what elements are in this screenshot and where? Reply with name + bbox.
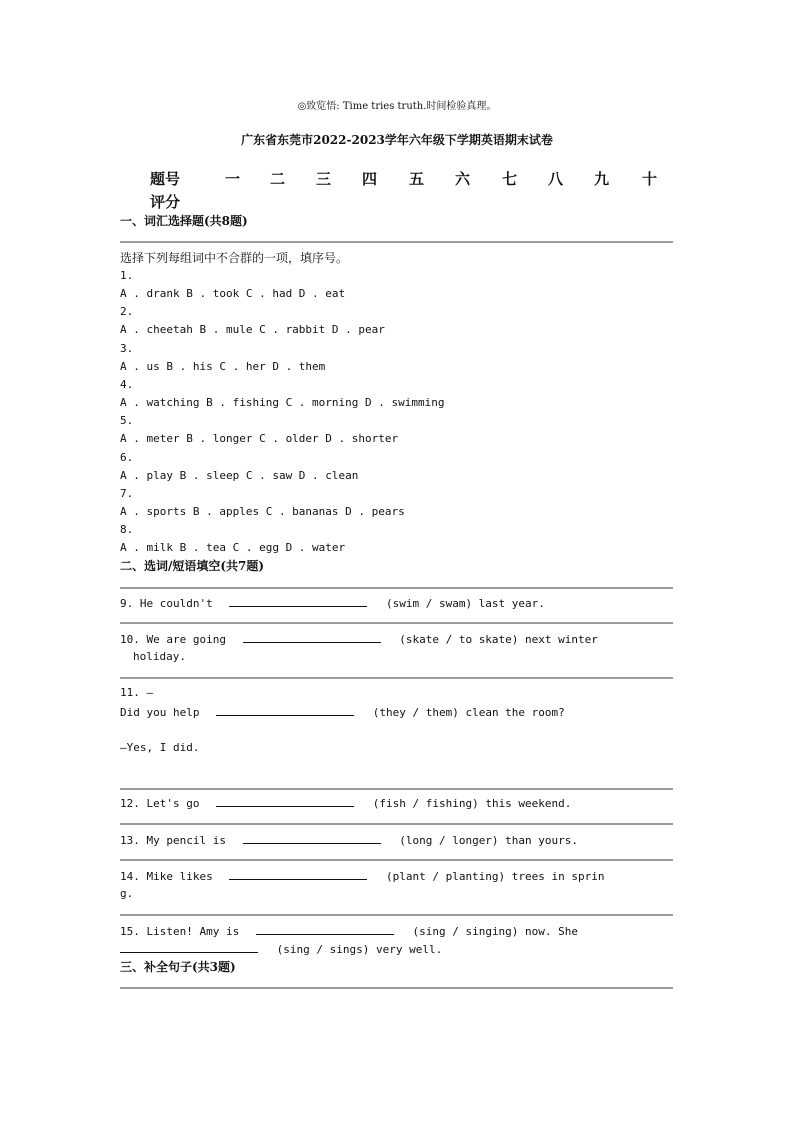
section1-instruction: 选择下列每组词中不合群的一项，填序号。 bbox=[120, 251, 349, 265]
score-table-header-row bbox=[150, 168, 670, 188]
question-number: 4. bbox=[120, 378, 134, 391]
question-text-continued: g. bbox=[120, 887, 134, 900]
question-divider bbox=[120, 622, 673, 624]
question-options: A . cheetah B . mule C . rabbit D . pear bbox=[120, 323, 385, 336]
score-col-2: 二 bbox=[270, 170, 286, 188]
score-label-score: 评分 bbox=[150, 193, 181, 211]
question-text: (sing / singing) now. She bbox=[412, 925, 579, 938]
answer-blank[interactable] bbox=[120, 942, 258, 953]
question-options: A . play B . sleep C . saw D . clean bbox=[120, 469, 359, 482]
answer-blank[interactable] bbox=[229, 869, 367, 880]
score-col-5: 五 bbox=[409, 170, 425, 188]
section-divider bbox=[120, 987, 673, 989]
score-col-6: 六 bbox=[455, 170, 471, 188]
question-number: 6. bbox=[120, 451, 134, 464]
question-text: 10. We are going bbox=[120, 633, 226, 646]
question-15 bbox=[120, 924, 578, 938]
question-number: 2. bbox=[120, 305, 134, 318]
answer-blank[interactable] bbox=[256, 924, 394, 935]
question-11 bbox=[120, 705, 565, 719]
score-label-question-no: 题号 bbox=[150, 170, 181, 188]
question-divider bbox=[120, 823, 673, 825]
question-10 bbox=[120, 632, 598, 646]
question-divider bbox=[120, 788, 673, 790]
question-text: (swim / swam) last year. bbox=[385, 597, 545, 610]
question-text: 15. Listen! Amy is bbox=[120, 925, 240, 938]
section-divider bbox=[120, 587, 673, 589]
answer-blank[interactable] bbox=[229, 596, 367, 607]
question-text: (they / them) clean the room? bbox=[372, 706, 565, 719]
question-options: A . drank B . took C . had D . eat bbox=[120, 287, 346, 300]
answer-blank[interactable] bbox=[243, 833, 381, 844]
page-header-quote: ◎致览悟: Time tries truth.时间检验真理。 bbox=[297, 101, 497, 112]
question-text: (fish / fishing) this weekend. bbox=[372, 797, 572, 810]
question-text: (long / longer) than yours. bbox=[399, 834, 579, 847]
score-col-10: 十 bbox=[642, 170, 658, 188]
question-options: A . meter B . longer C . older D . shorter bbox=[120, 432, 399, 445]
score-col-7: 七 bbox=[502, 170, 518, 188]
question-text: (skate / to skate) next winter bbox=[399, 633, 598, 646]
question-9 bbox=[120, 596, 545, 610]
question-divider bbox=[120, 677, 673, 679]
question-text: 9. He couldn't bbox=[120, 597, 213, 610]
score-col-8: 八 bbox=[548, 170, 564, 188]
question-text: 12. Let's go bbox=[120, 797, 200, 810]
question-text: 13. My pencil is bbox=[120, 834, 226, 847]
score-col-3: 三 bbox=[316, 170, 332, 188]
question-15-line2 bbox=[120, 942, 442, 956]
question-options: A . watching B . fishing C . morning D . swimming bbox=[120, 396, 445, 409]
question-13 bbox=[120, 833, 578, 847]
question-number: 8. bbox=[120, 523, 134, 536]
question-number: 1. bbox=[120, 269, 134, 282]
question-text-continued: holiday. bbox=[133, 650, 186, 663]
section2-title: 二、选词/短语填空(共7题) bbox=[120, 559, 265, 573]
question-11-answer: —Yes, I did. bbox=[120, 741, 200, 754]
section1-title: 一、词汇选择题(共8题) bbox=[120, 214, 248, 228]
question-number: 7. bbox=[120, 487, 134, 500]
answer-blank[interactable] bbox=[243, 632, 381, 643]
answer-blank[interactable] bbox=[216, 705, 354, 716]
question-11-number: 11. — bbox=[120, 686, 154, 699]
question-text: (sing / sings) very well. bbox=[276, 943, 443, 956]
question-14 bbox=[120, 869, 605, 883]
question-number: 5. bbox=[120, 414, 134, 427]
section-divider bbox=[120, 241, 673, 243]
section3-title: 三、补全句子(共3题) bbox=[120, 960, 236, 974]
score-col-1: 一 bbox=[225, 170, 241, 188]
question-divider bbox=[120, 859, 673, 861]
question-options: A . milk B . tea C . egg D . water bbox=[120, 541, 346, 554]
answer-blank[interactable] bbox=[216, 796, 354, 807]
score-col-9: 九 bbox=[594, 170, 610, 188]
exam-title: 广东省东莞市2022-2023学年六年级下学期英语期末试卷 bbox=[241, 133, 553, 147]
question-text: 14. Mike likes bbox=[120, 870, 213, 883]
question-text: (plant / planting) trees in sprin bbox=[385, 870, 605, 883]
score-col-4: 四 bbox=[362, 170, 378, 188]
question-options: A . sports B . apples C . bananas D . pears bbox=[120, 505, 405, 518]
question-number: 3. bbox=[120, 342, 134, 355]
question-text: Did you help bbox=[120, 706, 200, 719]
question-options: A . us B . his C . her D . them bbox=[120, 360, 326, 373]
question-12 bbox=[120, 796, 571, 810]
question-divider bbox=[120, 914, 673, 916]
